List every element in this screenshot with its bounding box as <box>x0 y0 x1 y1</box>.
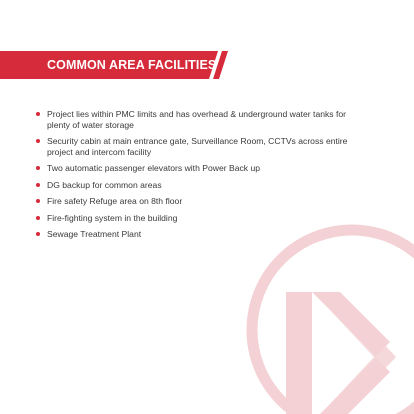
list-item <box>36 163 366 174</box>
red-dot-bullet-icon <box>36 166 40 170</box>
list-item-text: Security cabin at main entrance gate, Surveillance Room, CCTVs across entire project and intercom facility <box>47 136 348 157</box>
list-item-text: Two automatic passenger elevators with Power Back up <box>47 163 261 173</box>
red-dot-bullet-icon <box>36 139 40 143</box>
list-item <box>36 213 366 224</box>
list-item-text: Fire-fighting system in the building <box>47 212 178 223</box>
list-item <box>36 180 366 191</box>
list-item-text: Sewage Treatment Plant <box>47 229 142 239</box>
red-dot-bullet-icon <box>36 199 40 203</box>
list-item-text: DG backup for common areas <box>47 179 162 190</box>
red-dot-bullet-icon <box>36 232 40 236</box>
list-item <box>36 136 366 157</box>
red-dot-bullet-icon <box>36 216 40 220</box>
section-title: COMMON AREA FACILITIES <box>47 58 217 72</box>
section-header-banner <box>0 51 232 79</box>
red-dot-bullet-icon <box>36 112 40 116</box>
list-item <box>36 196 366 207</box>
list-item <box>36 109 366 130</box>
facilities-list <box>36 109 366 246</box>
list-item-text: Project lies within PMC limits and has overhead & underground water tanks for plenty of water storage <box>47 109 347 130</box>
red-dot-bullet-icon <box>36 183 40 187</box>
list-item-text: Fire safety Refuge area on 8th floor <box>47 196 183 206</box>
list-item <box>36 229 366 240</box>
